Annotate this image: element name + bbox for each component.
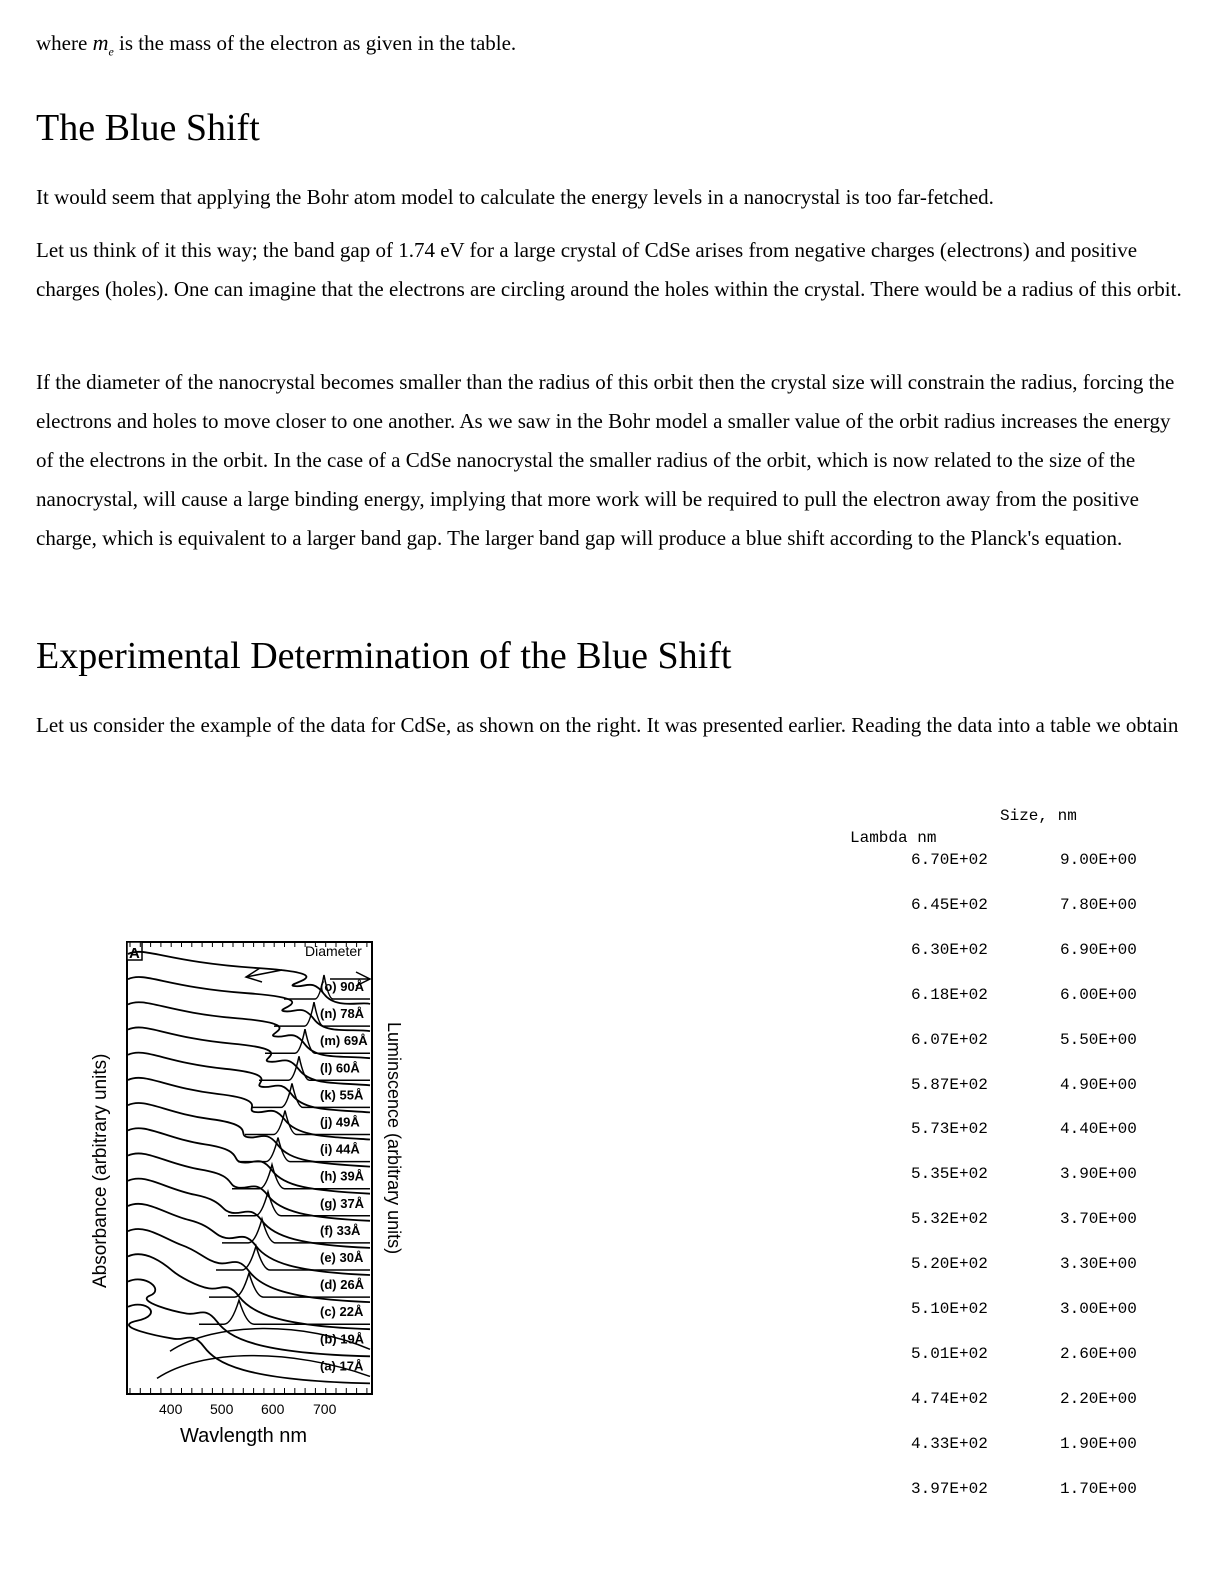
paragraph-3: If the diameter of the nanocrystal becomes smaller than the radius of this orbit then the crystal size will constrain the radius, forcing the electrons and holes to move closer to one another. As we saw in the Bohr model a smaller value of the orbit radius increases the energy of the electrons in the orbit. In the case of a CdSe nanocrystal the smaller radius of the orbit, which is now related to the size of the nanocrystal, will cause a large binding energy, implying that more work will be required to pull the electron away from the positive charge, which is equivalent to a larger band gap. The larger band gap will produce a blue shift according to the Planck's equation.: [36, 370, 1175, 550]
curve-label: (l) 60Å: [320, 1060, 360, 1076]
table-row: [830, 941, 1190, 963]
spectra-plot: [70, 930, 415, 1450]
intro-pre: where: [36, 31, 88, 55]
curve-label: (j) 49Å: [320, 1114, 360, 1130]
y-left-label: Absorbance (arbitrary units): [90, 1053, 111, 1288]
table-row: [830, 1345, 1190, 1367]
size-cell: 4.40E+00: [1060, 1120, 1137, 1139]
table-row: [830, 1390, 1190, 1412]
size-cell: 6.90E+00: [1060, 940, 1137, 959]
curve-label: (e) 30Å: [320, 1250, 364, 1265]
data-table: [830, 800, 1190, 1500]
table-row: [830, 1255, 1190, 1277]
curve-label: (k) 55Å: [320, 1087, 364, 1103]
size-cell: 3.00E+00: [1060, 1300, 1137, 1318]
curve-label: (d) 26Å: [320, 1277, 365, 1293]
lambda-cell: 5.01E+02: [911, 1344, 988, 1363]
curve-label: (f) 33Å: [320, 1222, 361, 1238]
size-cell: 6.00E+00: [1060, 985, 1137, 1004]
table-row: [830, 1435, 1190, 1457]
table-row: [830, 1300, 1190, 1322]
curve-label: (g) 37Å: [320, 1195, 365, 1211]
table-row: [830, 851, 1190, 873]
paragraph-1: It would seem that applying the Bohr atom model to calculate the energy levels in a nanocrystal is too far-fetched.: [36, 185, 994, 209]
diameter-label: Diameter: [305, 943, 362, 959]
lambda-cell: 4.74E+02: [911, 1389, 988, 1408]
mass-symbol: $m_e$: [92, 30, 114, 59]
lambda-cell: 5.20E+02: [911, 1255, 988, 1274]
curve-label: (i) 44Å: [320, 1141, 360, 1157]
table-row: [830, 1210, 1190, 1232]
y-right-label: Luminscence (arbitrary units): [384, 1022, 404, 1255]
lambda-cell: 6.07E+02: [911, 1030, 988, 1049]
lambda-cell: 6.30E+02: [911, 940, 988, 959]
curve-label: (a) 17Å: [320, 1358, 364, 1374]
lambda-cell: 6.45E+02: [911, 895, 988, 914]
heading-experimental-determination: Experimental Determination of the Blue Shift: [36, 635, 732, 677]
x-tick-700: 700: [313, 1401, 337, 1417]
size-cell: 3.70E+00: [1060, 1210, 1137, 1229]
curve-label: (m) 69Å: [320, 1033, 368, 1049]
spectra-figure: [70, 930, 415, 1450]
size-cell: 7.80E+00: [1060, 895, 1137, 914]
x-tick-600: 600: [261, 1401, 285, 1417]
intro-post: is the mass of the electron as given in the table.: [119, 31, 517, 55]
table-row: [830, 1120, 1190, 1142]
table-header-size: Size, nm: [1000, 807, 1077, 825]
size-cell: 3.30E+00: [1060, 1255, 1137, 1274]
table-row: [830, 1031, 1190, 1053]
size-cell: 5.50E+00: [1060, 1030, 1137, 1049]
heading-blue-shift: The Blue Shift: [36, 107, 260, 149]
size-cell: 4.90E+00: [1060, 1075, 1137, 1094]
size-cell: 2.60E+00: [1060, 1344, 1137, 1363]
lambda-cell: 4.33E+02: [911, 1434, 988, 1453]
curve-label: (c) 22Å: [320, 1304, 364, 1320]
lambda-cell: 3.97E+02: [911, 1479, 988, 1498]
curve-label: (b) 19Å: [320, 1331, 365, 1347]
lambda-cell: 6.18E+02: [911, 985, 988, 1004]
lambda-cell: 5.73E+02: [911, 1120, 988, 1139]
lambda-cell: 5.87E+02: [911, 1075, 988, 1094]
size-cell: 1.90E+00: [1060, 1434, 1137, 1453]
x-tick-400: 400: [159, 1401, 183, 1417]
paragraph-2: Let us think of it this way; the band gap of 1.74 eV for a large crystal of CdSe arises from negative charges (electrons) and positive charges (holes). One can imagine that the electrons are circling around the holes within the crystal. There would be a radius of this orbit.: [36, 238, 1182, 301]
paragraph-4: Let us consider the example of the data for CdSe, as shown on the right. It was presented earlier. Reading the data into a table we obtain: [36, 713, 1179, 737]
size-cell: 1.70E+00: [1060, 1479, 1137, 1498]
table-row: [830, 1165, 1190, 1187]
size-cell: 2.20E+00: [1060, 1389, 1137, 1408]
x-axis-label: Wavlength nm: [180, 1425, 308, 1447]
curve-label: (o) 90Å: [320, 979, 365, 994]
curve-label: (h) 39Å: [320, 1168, 365, 1184]
table-row: [830, 986, 1190, 1008]
size-cell: 3.90E+00: [1060, 1165, 1137, 1184]
table-row: [830, 1480, 1190, 1502]
lambda-cell: 6.70E+02: [911, 851, 988, 869]
intro-line: [36, 30, 516, 59]
curve-labels: [320, 979, 368, 1373]
lambda-cell: 5.35E+02: [911, 1165, 988, 1184]
panel-label: A: [129, 945, 140, 962]
table-header-lambda: Lambda nm: [850, 829, 937, 847]
table-row: [830, 896, 1190, 918]
x-tick-500: 500: [210, 1401, 234, 1417]
lambda-cell: 5.10E+02: [911, 1300, 988, 1318]
size-cell: 9.00E+00: [1060, 851, 1137, 869]
curve-label: (n) 78Å: [320, 1006, 365, 1022]
table-row: [830, 1076, 1190, 1098]
lambda-cell: 5.32E+02: [911, 1210, 988, 1229]
